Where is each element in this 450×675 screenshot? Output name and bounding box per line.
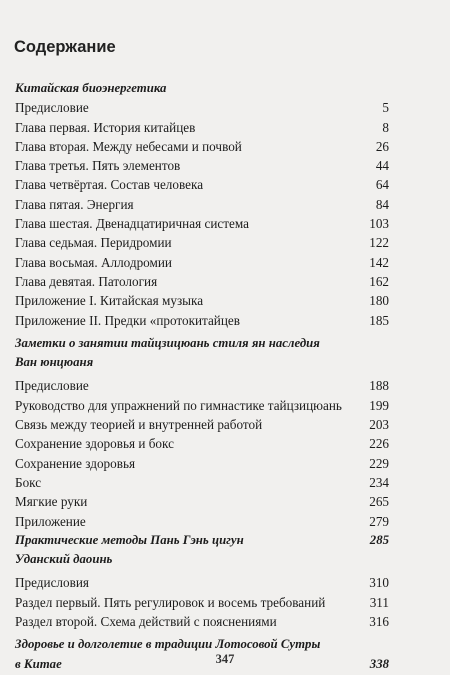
toc-entry-title: Бокс bbox=[15, 474, 42, 490]
toc-entry-title: Предисловие bbox=[15, 100, 89, 116]
toc-entry bbox=[15, 291, 389, 310]
toc-entry bbox=[15, 396, 389, 415]
toc-entry-page: 310 bbox=[369, 575, 389, 591]
toc-entry-page: 188 bbox=[369, 378, 389, 394]
toc-entry-page: 44 bbox=[375, 158, 389, 174]
toc-entry bbox=[15, 214, 389, 233]
toc-entry-page: 185 bbox=[369, 312, 389, 328]
toc-entry-title: Сохранение здоровья и бокс bbox=[15, 436, 174, 452]
toc-entry bbox=[15, 137, 389, 156]
toc-entry-title: Руководство для упражнений по гимнастике тайцзицюань bbox=[15, 397, 342, 413]
toc-entry-title: Глава пятая. Энергия bbox=[15, 196, 134, 212]
toc-entry-page: 142 bbox=[369, 254, 389, 270]
toc-entry-page: 234 bbox=[369, 474, 389, 490]
toc-entry-title: Глава четвёртая. Состав человека bbox=[15, 177, 204, 193]
toc-entry-page: 122 bbox=[369, 235, 389, 251]
toc-entry-page: 26 bbox=[375, 138, 389, 154]
toc-entry-page: 285 bbox=[369, 532, 389, 547]
toc-entry-title: Приложение bbox=[15, 513, 86, 529]
toc-entry-title: Сохранение здоровья bbox=[15, 455, 136, 471]
toc-entry-title: Китайская биоэнергетика bbox=[15, 81, 167, 95]
toc-entry bbox=[15, 612, 389, 631]
toc-entry bbox=[15, 454, 389, 473]
toc-entry bbox=[15, 311, 389, 330]
toc-entry-title: Глава девятая. Патология bbox=[15, 273, 158, 289]
toc-entry bbox=[15, 118, 389, 137]
toc-section-heading bbox=[15, 79, 389, 98]
toc-entry bbox=[15, 376, 389, 395]
toc-entry-page: 84 bbox=[375, 196, 389, 212]
toc-entry-title: Глава восьмая. Аллодромии bbox=[15, 254, 172, 270]
toc-entry-title: Предисловие bbox=[15, 378, 89, 394]
toc-entry-title: в Китае bbox=[15, 656, 62, 671]
toc-entry bbox=[15, 512, 389, 531]
toc-section-heading bbox=[15, 550, 389, 569]
toc-section-heading bbox=[15, 531, 389, 550]
toc-entry-page: 64 bbox=[375, 177, 389, 193]
toc-entry bbox=[15, 156, 389, 175]
toc-entry bbox=[15, 434, 389, 453]
table-of-contents bbox=[15, 79, 389, 674]
page-title: Содержание bbox=[14, 38, 116, 56]
toc-entry-page: 162 bbox=[369, 273, 389, 289]
toc-entry-title: Приложение II. Предки «протокитайцев bbox=[15, 312, 241, 328]
toc-entry bbox=[15, 272, 389, 291]
toc-entry-page: 316 bbox=[369, 614, 389, 630]
toc-entry-title: Глава первая. История китайцев bbox=[15, 119, 196, 135]
toc-entry-page: 180 bbox=[369, 293, 389, 309]
toc-entry-page: 5 bbox=[382, 100, 389, 116]
toc-entry bbox=[15, 175, 389, 194]
toc-entry-page: 226 bbox=[369, 436, 389, 452]
page-number: 347 bbox=[215, 652, 235, 666]
toc-entry-title: Заметки о занятии тайцзицюань стиля ян наследия bbox=[15, 335, 320, 350]
toc-entry-page: 103 bbox=[369, 216, 389, 232]
toc-entry bbox=[15, 253, 389, 272]
toc-entry-title: Раздел второй. Схема действий с пояснениями bbox=[15, 614, 277, 630]
toc-entry bbox=[15, 415, 389, 434]
toc-entry-title: Глава третья. Пять элементов bbox=[15, 158, 181, 174]
toc-entry bbox=[15, 98, 389, 117]
toc-entry bbox=[15, 492, 389, 511]
toc-entry-title: Уданский даоинь bbox=[15, 552, 113, 567]
toc-entry-page: 8 bbox=[382, 119, 389, 135]
toc-entry-title: Ван юнцюаня bbox=[15, 355, 94, 370]
toc-entry-title: Глава шестая. Двенадцатиричная система bbox=[15, 216, 249, 232]
toc-entry bbox=[15, 473, 389, 492]
toc-section-heading bbox=[15, 334, 389, 353]
toc-entry-title: Предисловия bbox=[15, 575, 89, 591]
toc-entry bbox=[15, 573, 389, 592]
toc-entry-page: 338 bbox=[369, 656, 389, 671]
toc-entry bbox=[15, 593, 389, 612]
toc-entry-title: Глава вторая. Между небесами и почвой bbox=[15, 138, 242, 154]
toc-entry-title: Глава седьмая. Перидромии bbox=[15, 235, 172, 251]
toc-entry-page: 229 bbox=[369, 455, 389, 471]
toc-entry-page: 265 bbox=[369, 494, 389, 510]
toc-entry-page: 279 bbox=[369, 513, 389, 529]
toc-entry-page: 203 bbox=[369, 417, 389, 433]
toc-entry-title: Мягкие руки bbox=[15, 494, 88, 510]
toc-entry-page: 311 bbox=[369, 594, 389, 610]
toc-entry bbox=[15, 233, 389, 252]
toc-entry bbox=[15, 195, 389, 214]
toc-entry-title: Связь между теорией и внутренней работой bbox=[15, 417, 263, 433]
toc-section-heading bbox=[15, 353, 389, 372]
toc-entry-title: Раздел первый. Пять регулировок и восемь требований bbox=[15, 594, 326, 610]
toc-entry-title: Практические методы Пань Гэнь цигун bbox=[15, 532, 244, 547]
toc-entry-page: 199 bbox=[369, 397, 389, 413]
toc-entry-title: Приложение I. Китайская музыка bbox=[15, 293, 204, 309]
toc-entry-title: Здоровье и долголетие в традиции Лотосовой Сутры bbox=[15, 637, 321, 652]
